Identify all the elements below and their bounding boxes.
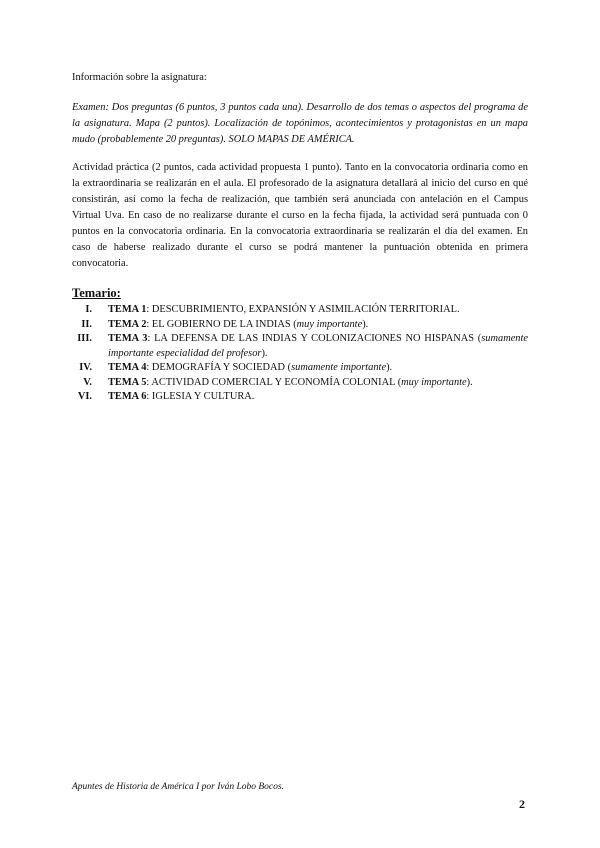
temario-heading: Temario: (72, 286, 121, 300)
topic-text (108, 303, 528, 318)
topic-title: : EL GOBIERNO DE LA INDIAS ( (146, 318, 297, 330)
topic-text (108, 332, 528, 361)
topic-number: VI. (77, 391, 92, 402)
topic-text (108, 318, 528, 333)
topic-label: TEMA 1 (108, 304, 147, 315)
topic-note: sumamente importante (291, 362, 387, 373)
topic-list (72, 303, 528, 405)
topic-title: : LA DEFENSA DE LAS INDIAS Y COLONIZACIONES NO HISPANAS ( (147, 333, 482, 344)
topic-title: : DEMOGRAFÍA Y SOCIEDAD ( (146, 362, 292, 373)
topic-number: I. (85, 304, 92, 315)
exam-paragraph: Examen: Dos preguntas (6 puntos, 3 puntos cada una). Desarrollo de dos temas o aspectos del programa de la asignatura. Mapa (2 puntos). Localización de topónimos, acontecimientos y protagonistas en un mapa mudo (probablemente 20 preguntas). SOLO MAPAS DE AMÉRICA. (72, 102, 528, 145)
topic-end: ). (362, 318, 369, 330)
topic-item-6 (72, 390, 528, 405)
topic-number: V. (83, 376, 92, 388)
topic-label: TEMA 6 (108, 391, 147, 402)
topic-item-2 (72, 318, 528, 333)
topic-end: ). (261, 347, 268, 359)
topic-note: muy importante (401, 376, 467, 388)
activity-paragraph: Actividad práctica (2 puntos, cada actividad propuesta 1 punto). Tanto en la convocatoria ordinaria como en la extraordinaria se realizarán en el aula. El profesorado de la asignatura detallará al inicio del curso en qué consistirán, así como la fecha de realización, que también será anunciada con antelación en el Campus Virtual Uva. En caso de no realizarse durante el curso en la fecha fijada, la actividad será puntuada con 0 puntos en la convocatoria ordinaria. En la convocatoria extraordinaria se realizarán el día del examen. En caso de haberse realizado durante el curso se podrá mantener la puntuación obtenida en primera convocatoria. (72, 162, 528, 269)
info-heading: Información sobre la asignatura: (72, 72, 207, 83)
topic-note: sumamente importante especialidad del profesor (108, 333, 528, 359)
topic-item-4 (72, 361, 528, 376)
topic-number: IV. (79, 362, 92, 373)
topic-text (108, 361, 528, 376)
topic-title: : ACTIVIDAD COMERCIAL Y ECONOMÍA COLONIAL ( (146, 376, 402, 388)
footer-note: Apuntes de Historia de América I por Iván Lobo Bocos. (72, 782, 284, 792)
topic-number: II. (81, 318, 92, 330)
topic-label: TEMA 4 (108, 362, 147, 373)
topic-item-1 (72, 303, 528, 318)
topic-label: TEMA 3 (108, 333, 148, 344)
topic-end: ). (466, 376, 473, 388)
topic-item-3 (72, 332, 528, 361)
page-number: 2 (519, 797, 525, 811)
topic-title: : IGLESIA Y CULTURA. (146, 391, 255, 402)
topic-title: : DESCUBRIMIENTO, EXPANSIÓN Y ASIMILACIÓN TERRITORIAL. (146, 304, 460, 315)
topic-text (108, 390, 528, 405)
topic-number: III. (77, 333, 92, 344)
document-body (72, 70, 528, 405)
topic-text (108, 376, 528, 391)
topic-label: TEMA 5 (108, 376, 147, 388)
topic-label: TEMA 2 (108, 318, 147, 330)
topic-note: muy importante (296, 318, 363, 330)
topic-item-5 (72, 376, 528, 391)
topic-end: ). (386, 362, 393, 373)
